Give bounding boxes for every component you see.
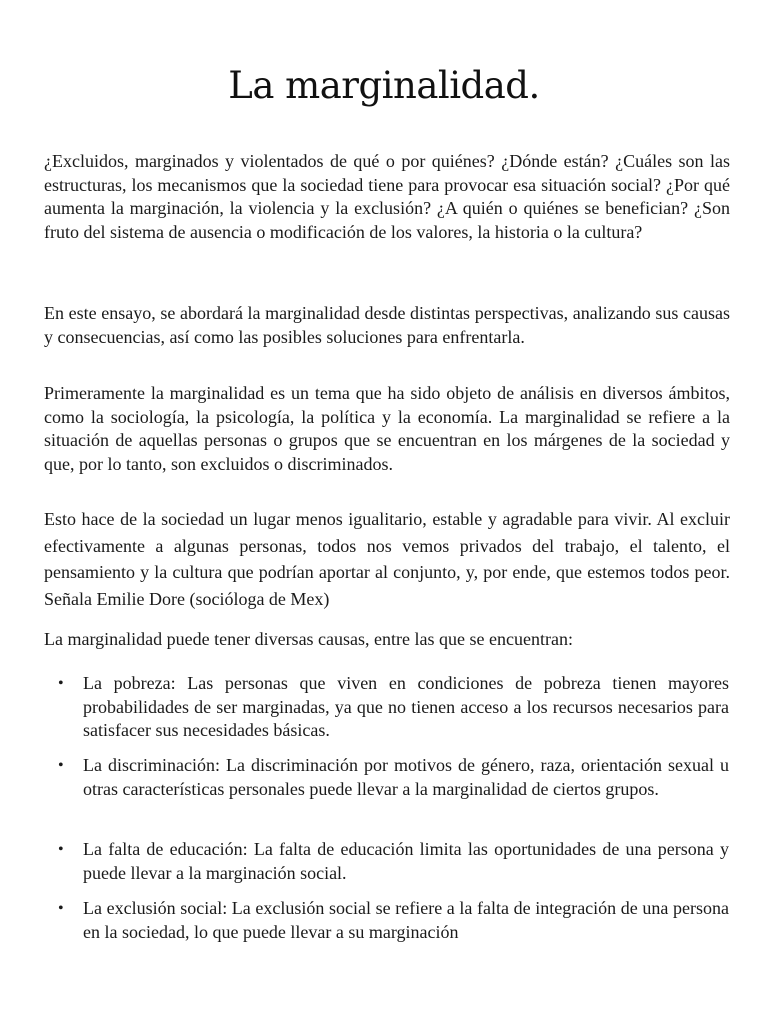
definition-paragraph: Primeramente la marginalidad es un tema que ha sido objeto de análisis en diversos ámbitos, como la sociología, la psicología, la política y la economía. La marginalidad se refiere a la situación de aquellas personas o grupos que se encuentran en los márgenes de la sociedad y que, por lo tanto, son excluidos o discriminados. bbox=[44, 383, 730, 474]
bullet-icon: • bbox=[58, 757, 64, 774]
bullet-icon: • bbox=[58, 841, 64, 858]
consequences-paragraph: Esto hace de la sociedad un lugar menos igualitario, estable y agradable para vivir. Al excluir efectivamente a algunas personas, todos nos vemos privados del trabajo, el talento, el pensamiento y la cultura que podrían aportar al conjunto, y, por ende, que estemos todos peor. Señala Emilie Dore (socióloga de Mex) bbox=[44, 509, 730, 609]
cause-text-discrimination: La discriminación: La discriminación por motivos de género, raza, orientación sexual u otras características personales puede llevar a la marginalidad de ciertos grupos. bbox=[83, 755, 729, 799]
document-title: La marginalidad. bbox=[228, 64, 540, 107]
bullet-icon: • bbox=[58, 675, 64, 692]
intro-questions-paragraph: ¿Excluidos, marginados y violentados de qué o por quiénes? ¿Dónde están? ¿Cuáles son las estructuras, los mecanismos que la sociedad tiene para provocar esa situación social? ¿Por qué aumenta la marginación, la violencia y la exclusión? ¿A quién o quiénes se benefician? ¿Son fruto del sistema de ausencia o modificación de los valores, la historia o la cultura? bbox=[44, 151, 730, 242]
cause-text-poverty: La pobreza: Las personas que viven en condiciones de pobreza tienen mayores probabilidades de ser marginadas, ya que no tienen acceso a los recursos necesarios para satisfacer sus necesidades básicas. bbox=[83, 673, 729, 741]
cause-text-education: La falta de educación: La falta de educación limita las oportunidades de una persona y puede llevar a la marginación social. bbox=[83, 839, 729, 883]
bullet-icon: • bbox=[58, 900, 64, 917]
cause-text-social-exclusion: La exclusión social: La exclusión social se refiere a la falta de integración de una persona en la sociedad, lo que puede llevar a su marginación bbox=[83, 898, 729, 942]
causes-intro-paragraph: La marginalidad puede tener diversas causas, entre las que se encuentran: bbox=[44, 629, 573, 649]
essay-purpose-paragraph: En este ensayo, se abordará la marginalidad desde distintas perspectivas, analizando sus causas y consecuencias, así como las posibles soluciones para enfrentarla. bbox=[44, 303, 730, 347]
